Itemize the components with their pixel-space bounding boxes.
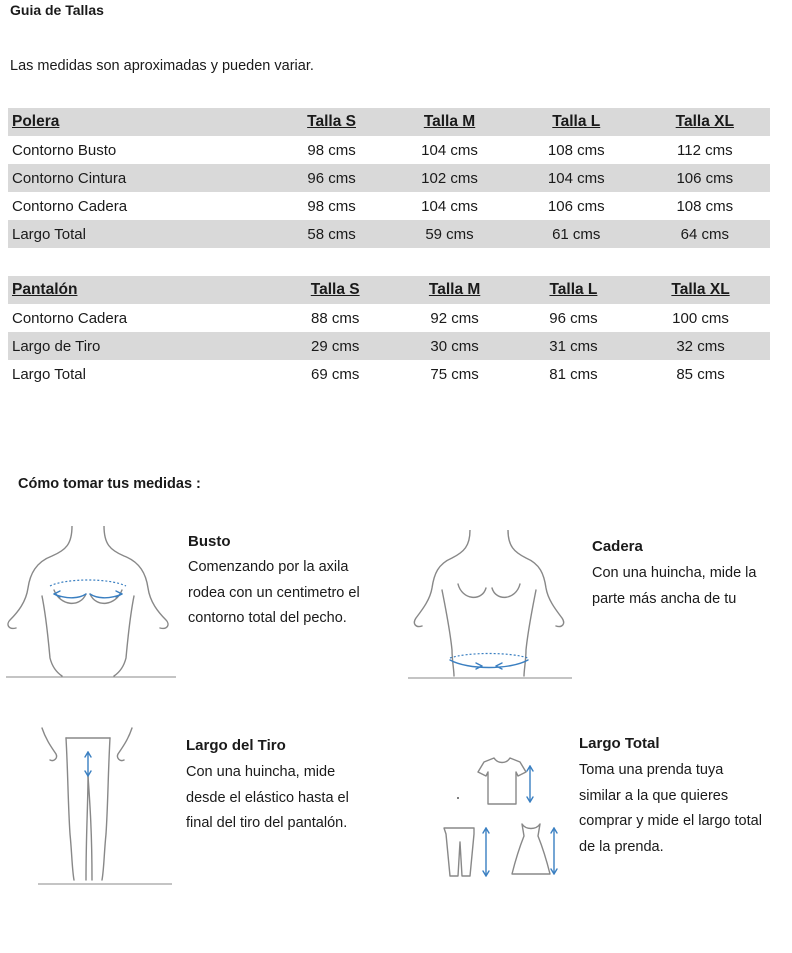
header-cell: Talla L: [513, 108, 640, 136]
table-cell: 100 cms: [672, 309, 729, 327]
tiro-text: [186, 760, 349, 837]
busto-text-line: rodea con un centimetro el: [188, 584, 360, 601]
page-subtitle: Las medidas son aproximadas y pueden variar.: [10, 58, 314, 74]
table-cell: 102 cms: [386, 164, 513, 192]
table-cell: 29 cms: [277, 332, 393, 360]
header-cell: Talla XL: [631, 276, 770, 304]
header-cell: Polera: [8, 108, 277, 136]
table-cell: 61 cms: [513, 220, 640, 248]
header-cell: Talla S: [277, 108, 386, 136]
legs-rise-measure-icon: [38, 724, 172, 886]
busto-text-line: Comenzando por la axila: [188, 559, 349, 575]
header-cell: Talla S: [277, 276, 393, 304]
table-cell: 112 cms: [677, 141, 733, 159]
table-cell: 32 cms: [631, 332, 770, 360]
howto-heading: Cómo tomar tus medidas :: [18, 476, 201, 492]
table-cell: 104 cms: [513, 164, 640, 192]
table-cell: 96 cms: [277, 164, 386, 192]
row-label: Largo Total: [8, 220, 277, 248]
table-header-row: [8, 276, 770, 304]
table-cell: 106 cms: [640, 164, 770, 192]
row-label: Contorno Cadera: [12, 309, 128, 327]
total-title: Largo Total: [579, 735, 660, 752]
table-cell: 85 cms: [676, 365, 725, 383]
table-row: [8, 220, 770, 248]
table-row: [8, 164, 770, 192]
tiro-text-line: final del tiro del pantalón.: [186, 815, 348, 831]
table-row: [8, 136, 770, 164]
total-text-line: similar a la que quieres: [579, 787, 729, 804]
header-cell: Talla L: [516, 276, 631, 304]
table-row: [8, 332, 770, 360]
table-header-row: [8, 108, 770, 136]
busto-title: Busto: [188, 533, 231, 550]
busto-text-line: contorno total del pecho.: [188, 610, 347, 626]
torso-bust-measure-icon: [6, 526, 176, 678]
tiro-text-line: desde el elástico hasta el: [186, 789, 349, 806]
header-cell: Talla M: [393, 276, 515, 304]
cadera-text-line: Con una huincha, mide la: [592, 565, 757, 581]
table-cell: 59 cms: [386, 220, 513, 248]
table-row: [8, 192, 770, 220]
table-cell: 88 cms: [311, 309, 360, 327]
table-cell: 104 cms: [421, 197, 478, 215]
table-cell: 98 cms: [307, 141, 356, 159]
header-cell: Pantalón: [8, 276, 277, 304]
total-text-line: de la prenda.: [579, 838, 664, 855]
table-cell: 31 cms: [516, 332, 631, 360]
row-label: Largo Total: [12, 365, 86, 383]
table-cell: 108 cms: [676, 197, 734, 215]
table-cell: 58 cms: [277, 220, 386, 248]
cadera-title: Cadera: [592, 538, 643, 555]
table-cell: 81 cms: [549, 365, 598, 383]
table-cell: 104 cms: [421, 141, 478, 159]
table-cell: 64 cms: [640, 220, 770, 248]
table-cell: 108 cms: [547, 141, 605, 159]
total-text-line: Toma una prenda tuya: [579, 762, 724, 778]
header-cell: Talla XL: [640, 108, 770, 136]
table-cell: 69 cms: [311, 365, 360, 383]
size-table-polera: [8, 108, 770, 248]
table-cell: 96 cms: [549, 309, 598, 327]
table-row: [8, 360, 770, 388]
cadera-text: [592, 561, 756, 612]
row-label: Contorno Cintura: [8, 164, 277, 192]
size-table-pantalon: [8, 276, 770, 388]
table-cell: 75 cms: [430, 365, 479, 383]
busto-text: [188, 555, 360, 632]
table-cell: 92 cms: [430, 309, 479, 327]
table-cell: 30 cms: [393, 332, 515, 360]
table-cell: 106 cms: [547, 197, 605, 215]
total-text-line: comprar y mide el largo total: [579, 813, 762, 829]
row-label: Contorno Cadera: [12, 197, 128, 215]
total-text: [579, 758, 762, 860]
header-cell: Talla M: [386, 108, 513, 136]
table-cell: 98 cms: [307, 197, 356, 215]
torso-hip-measure-icon: [408, 530, 572, 680]
tiro-text-line: Con una huincha, mide: [186, 764, 336, 780]
tiro-title: Largo del Tiro: [186, 737, 286, 754]
row-label: Contorno Busto: [12, 141, 117, 159]
table-row: [8, 304, 770, 332]
row-label: Largo de Tiro: [8, 332, 277, 360]
garments-length-icon: [440, 756, 560, 882]
page-title: Guia de Tallas: [10, 2, 104, 18]
cadera-text-line: parte más ancha de tu: [592, 590, 737, 607]
